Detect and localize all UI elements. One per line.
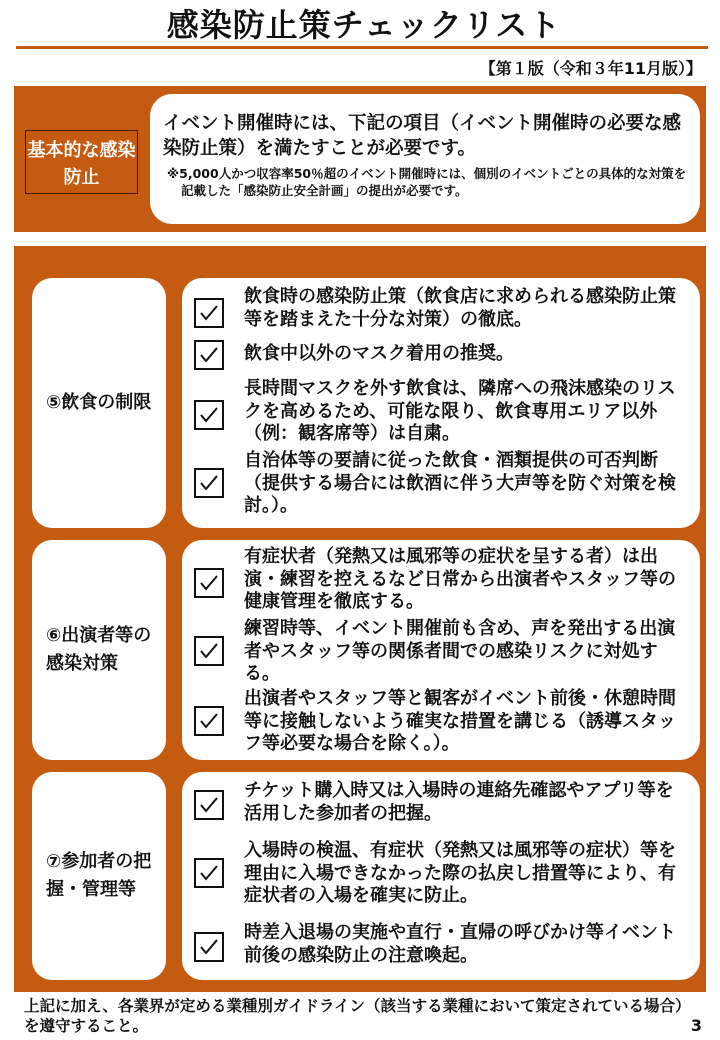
section-label-eating: ⑤飲食の制限 bbox=[32, 278, 166, 528]
item-text: 長時間マスクを外す飲食は、隣席への飛沫感染のリスクを高めるため、可能な限り、飲食専用エリア以外（例：観客席等）は自粛。 bbox=[244, 378, 676, 444]
basic-prevention-panel bbox=[14, 86, 706, 232]
item-text: 飲食時の感染防止策（飲食店に求められる感染防止策等を踏まえた十分な対策）の徹底。 bbox=[244, 286, 676, 330]
checkbox-checked[interactable] bbox=[194, 340, 224, 370]
checkbox-checked[interactable] bbox=[194, 858, 224, 888]
section-box-participants bbox=[182, 772, 700, 980]
item-text: 時差入退場の実施や直行・直帰の呼びかけ等イベント前後の感染防止の注意喚起。 bbox=[244, 922, 676, 966]
checkmark-icon bbox=[200, 305, 218, 321]
page-title: 感染防止策チェックリスト bbox=[166, 6, 562, 44]
footer-note: 上記に加え、各業界が定める業種別ガイドライン（該当する業種において策定されている場合）を遵守すること。 bbox=[24, 997, 691, 1035]
checkbox-checked[interactable] bbox=[194, 568, 224, 598]
checkbox-checked[interactable] bbox=[194, 468, 224, 498]
item-text: 練習時等、イベント開催前も含め、声を発出する出演者やスタッフ等の関係者間での感染リスクに対処する。 bbox=[244, 618, 676, 684]
checkmark-icon bbox=[200, 407, 218, 423]
checkmark-icon bbox=[200, 643, 218, 659]
page-number: 3 bbox=[690, 1016, 702, 1035]
basic-prevention-box bbox=[150, 94, 700, 224]
basic-main-text: イベント開催時には、下記の項目（イベント開催時の必要な感染防止策）を満たすことが必要です。 bbox=[163, 113, 682, 159]
checkmark-icon bbox=[200, 797, 218, 813]
section-box-performers bbox=[182, 540, 700, 760]
checkbox-checked[interactable] bbox=[194, 636, 224, 666]
checklist-panel bbox=[14, 246, 706, 992]
checkbox-checked[interactable] bbox=[194, 932, 224, 962]
edition-label: 【第１版（令和３年11月版）】 bbox=[479, 59, 702, 78]
basic-note-text: ※5,000人かつ収容率50％超のイベント開催時には、個別のイベントごとの具体的な対策を記載した「感染防止安全計画」の提出が必要です。 bbox=[167, 166, 687, 198]
basic-prevention-label: 基本的な感染防止 bbox=[25, 130, 138, 194]
section-box-eating bbox=[182, 278, 700, 528]
item-text: チケット購入時又は入場時の連絡先確認やアプリ等を活用した参加者の把握。 bbox=[244, 780, 674, 824]
checkmark-icon bbox=[200, 865, 218, 881]
item-text: 有症状者（発熱又は風邪等の症状を呈する者）は出演・練習を控えるなど日常から出演者やスタッフ等の健康管理を徹底する。 bbox=[244, 546, 676, 612]
checkbox-checked[interactable] bbox=[194, 790, 224, 820]
section-label-performers: ⑥出演者等の感染対策 bbox=[32, 540, 166, 760]
checkbox-checked[interactable] bbox=[194, 706, 224, 736]
section-label-participants: ⑦参加者の把握・管理等 bbox=[32, 772, 166, 980]
title-underline bbox=[16, 46, 708, 49]
item-text: 入場時の検温、有症状（発熱又は風邪等の症状）等を理由に入場できなかった際の払戻し措置等により、有症状者の入場を確実に防止。 bbox=[244, 840, 676, 906]
checkmark-icon bbox=[200, 347, 218, 363]
checkmark-icon bbox=[200, 475, 218, 491]
item-text: 自治体等の要請に従った飲食・酒類提供の可否判断（提供する場合には飲酒に伴う大声等を防ぐ対策を検討。）。 bbox=[244, 450, 676, 516]
item-text: 出演者やスタッフ等と観客がイベント前後・休憩時間等に接触しないよう確実な措置を講じる（誘導スタッフ等必要な場合を除く。）。 bbox=[244, 688, 676, 754]
checkmark-icon bbox=[200, 713, 218, 729]
checkbox-checked[interactable] bbox=[194, 298, 224, 328]
checkmark-icon bbox=[200, 575, 218, 591]
item-text: 飲食中以外のマスク着用の推奨。 bbox=[244, 343, 514, 364]
checkmark-icon bbox=[200, 939, 218, 955]
checkbox-checked[interactable] bbox=[194, 400, 224, 430]
